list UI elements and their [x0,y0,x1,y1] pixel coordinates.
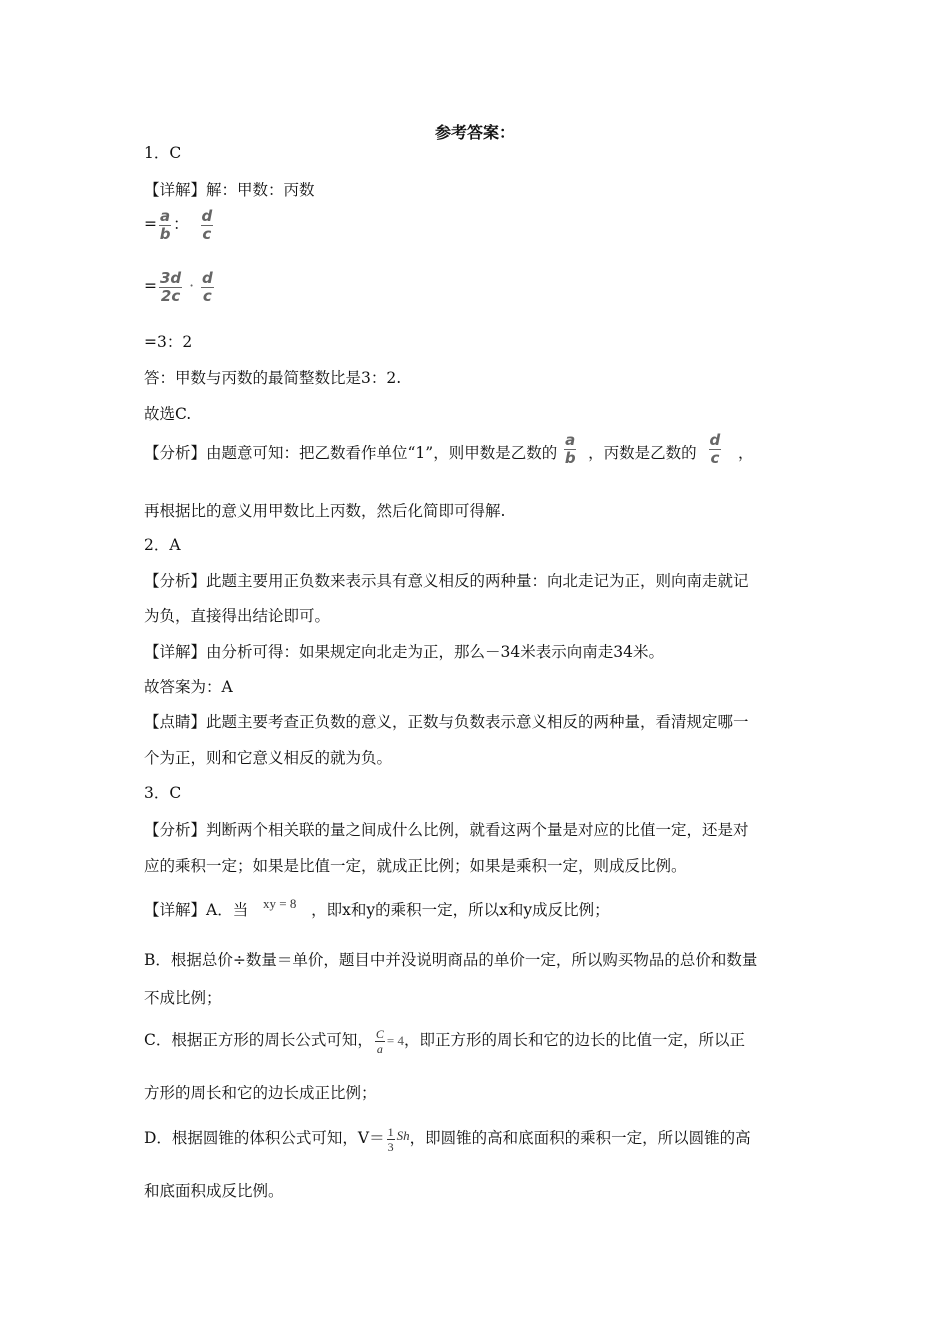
frac-3d-over-2c [159,268,182,305]
q2-answer: 故答案为：A [144,678,233,696]
frac-num: a [565,431,576,449]
frac-num: d [202,268,213,287]
q3-b-line1: B．根据总价÷数量＝单价，题目中并没说明商品的单价一定，所以购买物品的总价和数量 [144,951,758,969]
frac-num: 1 [387,1124,394,1139]
q1-step1-sep: ： [173,215,189,233]
q2-analysis-line2: 为负，直接得出结论即可。 [144,607,331,625]
q2-number: 2．A [144,536,181,554]
frac-a-over-b [159,206,171,243]
q3-d-post: ，即圆锥的高和底面积的乘积一定，所以圆锥的高 [409,1129,751,1147]
q1-step1 [144,206,215,242]
q3-analysis-line1: 【分析】判断两个相关联的量之间成什么比例，就看这两个量是对应的比值一定，还是对 [144,821,749,839]
frac-den: 2c [160,286,181,305]
frac-d-over-c [201,206,214,243]
frac-den: 3 [387,1139,394,1154]
q3-detail-a [144,890,610,930]
q2-detail: 【详解】由分析可得：如果规定向北走为正，那么－34米表示向南走34米。 [144,643,664,661]
q1-analysis [144,433,754,473]
q3-number: 3．C [144,784,182,802]
q3-detail-a-post: ，即x和y的乘积一定，所以x和y成反比例； [311,901,610,919]
q3-d-line2: 和底面积成反比例。 [144,1182,284,1200]
q3-detail-a-pre: 【详解】A．当 [144,901,249,919]
frac-den: c [202,286,212,305]
c-equals-4: = 4 [386,1033,404,1048]
q3-analysis-line2: 应的乘积一定；如果是比值一定，就成正比例；如果是乘积一定，则成反比例。 [144,857,687,875]
q1-step2 [144,266,216,306]
q2-comment-line2: 个为正，则和它意义相反的就为负。 [144,749,393,767]
q1-step3: =3：2 [144,333,193,351]
q1-answer: 答：甲数与丙数的最简整数比是3：2. [144,369,402,387]
frac-num: d [709,431,721,449]
q3-d-pre: D．根据圆锥的体积公式可知，V＝ [144,1129,385,1147]
frac-den: b [159,224,171,243]
q3-c-line1 [144,1018,745,1062]
q3-b-line2: 不成比例； [144,989,222,1007]
frac-den: c [202,224,212,243]
page-title: 参考答案： [434,123,515,142]
xy-equation: xy = 8 [262,896,297,911]
frac-den: c [710,449,720,467]
q3-d-line1 [144,1116,751,1160]
frac-d-over-c-3 [709,433,722,466]
q1-choose: 故选C. [144,405,192,423]
q1-analysis-part2: ，丙数是乙数的 [588,444,697,462]
q1-analysis-line2: 再根据比的意义用甲数比上丙数，然后化简即可得解. [144,502,506,520]
frac-num: d [201,206,213,225]
sh-term: Sh [396,1128,410,1143]
frac-num: C [375,1026,384,1041]
q2-analysis-line1: 【分析】此题主要用正负数来表示具有意义相反的两种量：向北走记为正，则向南走就记 [144,572,749,590]
q1-step2-sep: · [189,277,195,295]
q1-analysis-part1: 【分析】由题意可知：把乙数看作单位“1”，则甲数是乙数的 [144,444,558,462]
q1-number: 1．C [144,144,182,162]
q1-step1-eq: = [144,215,157,233]
q1-analysis-part3: ， [738,444,754,462]
frac-num: a [160,206,171,225]
q3-c-line2: 方形的周长和它的边长成正比例； [144,1084,377,1102]
frac-a-over-b-3 [564,433,576,466]
q1-detail: 【详解】解：甲数：丙数 [144,181,315,199]
q3-c-pre: C．根据正方形的周长公式可知， [144,1031,373,1049]
frac-num: 3d [160,268,182,287]
frac-den: b [564,449,576,467]
q2-comment-line1: 【点睛】此题主要考查正负数的意义，正数与负数表示意义相反的两种量，看清规定哪一 [144,713,749,731]
frac-d-over-c-2 [201,268,214,305]
frac-one-third [387,1126,395,1153]
q1-step2-eq: = [144,277,157,295]
frac-c-over-a [375,1028,385,1055]
frac-den: a [376,1041,383,1056]
q3-c-post: ，即正方形的周长和它的边长的比值一定，所以正 [403,1031,745,1049]
